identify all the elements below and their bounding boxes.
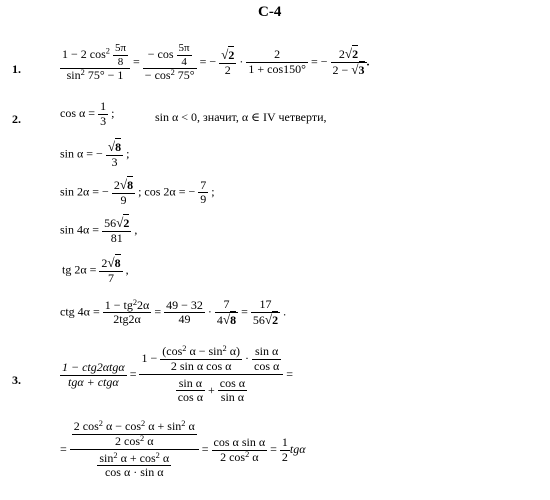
p2-condition: sin α < 0, значит, α ∈ IV четверти, <box>155 110 327 124</box>
p3-big-fraction: 1 − $\frac{(\cos^2 \alpha - \sin^2 \alpha)}{\text{2 sin α cos α}}$ · $\frac{\text{sin α}}{\text{cos α}}$ $\frac{\text{sin α}}{\text{cos α}}$ + $\frac{\text{cos α}}{\text{sin α}}$ <box>139 345 283 405</box>
p2-line-sin2a: sin 2α = − $\frac{2√8}{9}$ ; cos 2α = − $\frac{7}{9}$ ; <box>60 177 215 207</box>
problem-3-number: 3. <box>12 373 21 387</box>
p1-fraction-1: 1 − 2 $\cos^2$ $\frac{5\pi}{8}$ $\sin^2 75^\circ - 1$ <box>60 42 130 83</box>
problem-1-expression: 1 − 2 $\cos^2$ $\frac{5\pi}{8}$ $\sin^2 75^\circ - 1$ = − cos $\frac{5\pi}{4}$ − $\cos^2 75^\circ$ = − $\frac{√2}{2}$ · $\frac{2}{1 + \cos 150^\circ}$ = − $\frac{2√2}{2 - √3}$ . <box>62 42 370 83</box>
p1-fraction-5: $\frac{2√2}{2 - √3}$ <box>332 46 365 78</box>
p2-line-tg2a: tg 2α = $\frac{2√8}{7}$ , <box>62 255 129 285</box>
p1-fraction-4: $\frac{2}{1 + \cos 150^\circ}$ <box>248 47 306 77</box>
p1-fraction-3: $\frac{√2}{2}$ <box>221 46 235 77</box>
p2-line-cos: cos α = $\frac{1}{3}$ ; <box>60 99 115 128</box>
p3-line-2: = $\frac{\frac{2 \cos^2 \alpha - \cos^2 \alpha + \sin^2 \alpha}{2 \cos^2 \alpha}}{\frac{\sin^2 \alpha + \cos^2 \alpha}{\text{cos α · sin α}}}$ = $\frac{\text{cos α sin α}}{2 \cos^2 \alpha}$ = $\frac{1}{2}$ tgα <box>60 418 306 480</box>
p2-line-ctg4a: ctg 4α = $\frac{1 - tg^22\alpha}{2tg2\alpha}$ = $\frac{49 - 32}{49}$ · $\frac{7}{4√8}$ = $\frac{17}{56√2}$ . <box>60 297 287 327</box>
p2-line-sin4a: sin 4α = $\frac{56√2}{81}$ , <box>60 215 138 245</box>
problem-2-number: 2. <box>12 112 21 126</box>
p2-line-sin: sin α = − $\frac{√8}{3}$ ; <box>60 139 130 169</box>
page-title: С-4 <box>258 4 282 20</box>
problem-1-number: 1. <box>12 62 21 76</box>
p1-fraction-2: − cos $\frac{5\pi}{4}$ − $\cos^2 75^\circ$ <box>144 42 195 83</box>
p3-line-1: $\frac{\text{1 − ctg2αtgα}}{\text{tgα + ctgα}}$ = 1 − $\frac{(\cos^2 \alpha - \sin^2 \alpha)}{\text{2 sin α cos α}}$ · $\frac{\text{sin α}}{\text{cos α}}$ $\frac{\text{sin α}}{\text{cos α}}$ + $\frac{\text{cos α}}{\text{sin α}}$ = <box>62 343 294 405</box>
p3-fraction-2: $\frac{\frac{2 \cos^2 \alpha - \cos^2 \alpha + \sin^2 \alpha}{2 \cos^2 \alpha}}{\frac{\sin^2 \alpha + \cos^2 \alpha}{\text{cos α · sin α}}}$ <box>70 420 199 480</box>
